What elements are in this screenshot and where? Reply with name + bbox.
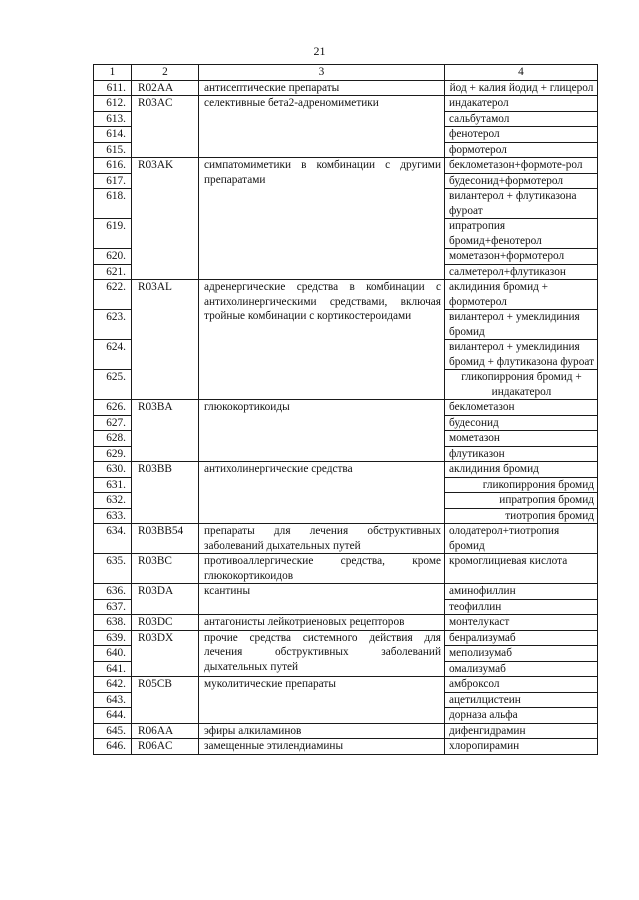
atc-code: R03AK — [132, 158, 199, 280]
drug-name: аминофиллин — [445, 584, 598, 600]
atc-code: R06AA — [132, 723, 199, 739]
header-col-4: 4 — [445, 65, 598, 81]
row-number: 633. — [94, 508, 132, 524]
drug-name: теофиллин — [445, 599, 598, 615]
header-col-1: 1 — [94, 65, 132, 81]
drug-name: будесонид+формотерол — [445, 173, 598, 189]
row-number: 616. — [94, 158, 132, 174]
drug-name: йод + калия йодид + глицерол — [445, 80, 598, 96]
row-number: 617. — [94, 173, 132, 189]
row-number: 645. — [94, 723, 132, 739]
row-number: 628. — [94, 431, 132, 447]
row-number: 619. — [94, 219, 132, 249]
atc-code: R03BB — [132, 462, 199, 524]
drug-name: вилантерол + флутиказона фуроат — [445, 189, 598, 219]
drug-group: муколитические препараты — [199, 677, 445, 724]
row-number: 635. — [94, 554, 132, 584]
row-number: 644. — [94, 708, 132, 724]
atc-code: R02AA — [132, 80, 199, 96]
drug-name: мометазон+формотерол — [445, 249, 598, 265]
table-row — [94, 615, 598, 631]
page-number: 21 — [313, 44, 326, 58]
row-number: 632. — [94, 493, 132, 509]
drug-name: вилантерол + умеклидиния бромид — [445, 310, 598, 340]
drug-name: сальбутамол — [445, 111, 598, 127]
drug-table — [93, 64, 598, 755]
table-row — [94, 158, 598, 174]
row-number: 642. — [94, 677, 132, 693]
drug-name: фенотерол — [445, 127, 598, 143]
row-number: 641. — [94, 661, 132, 677]
atc-code: R03DX — [132, 630, 199, 677]
drug-name: гликопиррония бромид + индакатерол — [445, 370, 598, 400]
drug-group: эфиры алкиламинов — [199, 723, 445, 739]
row-number: 640. — [94, 646, 132, 662]
drug-name: кромоглициевая кислота — [445, 554, 598, 584]
atc-code: R03AL — [132, 280, 199, 400]
drug-name: вилантерол + умеклидиния бромид + флутиказона фуроат — [445, 340, 598, 370]
row-number: 622. — [94, 280, 132, 310]
row-number: 646. — [94, 739, 132, 755]
drug-name: флутиказон — [445, 446, 598, 462]
drug-name: дифенгидрамин — [445, 723, 598, 739]
drug-name: омализумаб — [445, 661, 598, 677]
drug-group: селективные бета2-адреномиметики — [199, 96, 445, 158]
drug-group: препараты для лечения обструктивных заболеваний дыхательных путей — [199, 524, 445, 554]
atc-code: R03BC — [132, 554, 199, 584]
atc-code: R03DC — [132, 615, 199, 631]
row-number: 638. — [94, 615, 132, 631]
drug-name: амброксол — [445, 677, 598, 693]
table-row — [94, 80, 598, 96]
table-row — [94, 554, 598, 584]
table-row — [94, 462, 598, 478]
drug-name: гликопиррония бромид — [445, 477, 598, 493]
row-number: 614. — [94, 127, 132, 143]
row-number: 612. — [94, 96, 132, 112]
atc-code: R03BA — [132, 400, 199, 462]
row-number: 615. — [94, 142, 132, 158]
row-number: 637. — [94, 599, 132, 615]
drug-group: противоаллергические средства, кроме глюкокортикоидов — [199, 554, 445, 584]
drug-group: ксантины — [199, 584, 445, 615]
drug-name: аклидиния бромид + формотерол — [445, 280, 598, 310]
row-number: 613. — [94, 111, 132, 127]
atc-code: R03BB54 — [132, 524, 199, 554]
drug-name: ацетилцистеин — [445, 692, 598, 708]
atc-code: R03DA — [132, 584, 199, 615]
drug-name: хлоропирамин — [445, 739, 598, 755]
drug-name: олодатерол+тиотропия бромид — [445, 524, 598, 554]
atc-code: R06AC — [132, 739, 199, 755]
drug-name: беклометазон+формоте-рол — [445, 158, 598, 174]
atc-code: R03AC — [132, 96, 199, 158]
drug-name: аклидиния бромид — [445, 462, 598, 478]
row-number: 625. — [94, 370, 132, 400]
row-number: 630. — [94, 462, 132, 478]
drug-name: тиотропия бромид — [445, 508, 598, 524]
drug-name: ипратропия бромид — [445, 493, 598, 509]
row-number: 623. — [94, 310, 132, 340]
drug-name: беклометазон — [445, 400, 598, 416]
row-number: 621. — [94, 264, 132, 280]
row-number: 629. — [94, 446, 132, 462]
row-number: 626. — [94, 400, 132, 416]
drug-name: бенрализумаб — [445, 630, 598, 646]
row-number: 611. — [94, 80, 132, 96]
row-number: 631. — [94, 477, 132, 493]
row-number: 639. — [94, 630, 132, 646]
table-row — [94, 739, 598, 755]
table-row — [94, 630, 598, 646]
drug-group: симпатомиметики в комбинации с другими препаратами — [199, 158, 445, 280]
drug-name: будесонид — [445, 415, 598, 431]
header-row — [94, 65, 598, 81]
drug-name: дорназа альфа — [445, 708, 598, 724]
drug-name: салметерол+флутиказон — [445, 264, 598, 280]
drug-name: индакатерол — [445, 96, 598, 112]
drug-name: монтелукаст — [445, 615, 598, 631]
row-number: 636. — [94, 584, 132, 600]
drug-name: ипратропия бромид+фенотерол — [445, 219, 598, 249]
drug-group: антихолинергические средства — [199, 462, 445, 524]
row-number: 643. — [94, 692, 132, 708]
drug-group: антагонисты лейкотриеновых рецепторов — [199, 615, 445, 631]
drug-group: антисептические препараты — [199, 80, 445, 96]
row-number: 634. — [94, 524, 132, 554]
row-number: 624. — [94, 340, 132, 370]
table-row — [94, 96, 598, 112]
drug-name: меполизумаб — [445, 646, 598, 662]
drug-group: глюкокортикоиды — [199, 400, 445, 462]
table-row — [94, 723, 598, 739]
drug-name: мометазон — [445, 431, 598, 447]
row-number: 627. — [94, 415, 132, 431]
drug-name: формотерол — [445, 142, 598, 158]
drug-group: прочие средства системного действия для лечения обструктивных заболеваний дыхательных путей — [199, 630, 445, 677]
header-col-3: 3 — [199, 65, 445, 81]
table-row — [94, 584, 598, 600]
table-row — [94, 677, 598, 693]
table-row — [94, 400, 598, 416]
drug-group: адренергические средства в комбинации с антихолинергическими средствами, включая тройные комбинации с кортикостероидами — [199, 280, 445, 400]
drug-group: замещенные этилендиамины — [199, 739, 445, 755]
row-number: 618. — [94, 189, 132, 219]
table-row — [94, 524, 598, 554]
atc-code: R05CB — [132, 677, 199, 724]
header-col-2: 2 — [132, 65, 199, 81]
table-row — [94, 280, 598, 310]
row-number: 620. — [94, 249, 132, 265]
